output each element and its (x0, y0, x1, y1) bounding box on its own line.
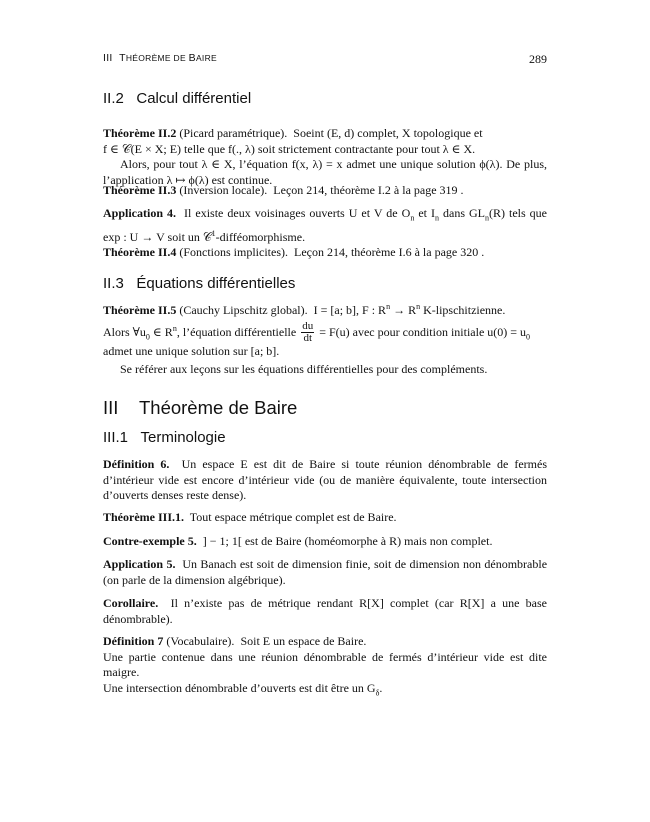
du-dt-fraction: $\frac{du}{dt}$ (302, 320, 314, 345)
theorem-ii2: Théorème II.2 (Picard paramétrique). Soeint (E, d) complet, X topologique et f ∈ 𝒞(E × X; E) telle que f(., λ) soit strictement contractante pour tout λ ∈ X. Alors, pour tout λ ∈ X, l’équation f(x, λ) = x admet une unique solution ϕ(λ). De plus, l’application λ ↦ ϕ(λ) est continue. (103, 126, 547, 187)
page-number: 289 (529, 52, 547, 66)
section-heading-iii: III Théorème de Baire (103, 397, 298, 418)
corollary: Corollaire. Il n’existe pas de métrique rendant R[X] complet (car R[X] a une base dénombrable). (103, 596, 548, 626)
application-5: Application 5. Un Banach est soit de dimension finie, soit de dimension non dénombrable (on parle de la dimension algébrique). (103, 557, 548, 587)
section-heading-ii2: II.2 Calcul différentiel (103, 90, 252, 107)
definition-7: Définition 7 (Vocabulaire). Soit E un espace de Baire. Une partie contenue dans une réunion dénombrable de fermés d’intérieur vide est dite maigre. Une intersection dénombrable d’ouverts est dit être un $G_\delta$. (103, 634, 547, 697)
header-title: III THÉORÈME DE BAIRE (103, 52, 217, 64)
definition-6: Définition 6. Un espace E est dit de Baire si toute réunion dénombrable de fermés d’intérieur vide est encore d’intérieur vide (ou de manière équivalente, toute intersection d’ouverts denses reste dense). (103, 457, 548, 502)
counterexample-5: Contre-exemple 5. ] − 1; 1[ est de Baire (homéomorphe à R) mais non complet. (103, 534, 493, 548)
theorem-iii1: Théorème III.1. Tout espace métrique complet est de Baire. (103, 510, 397, 524)
theorem-ii5: Théorème II.5 (Cauchy Lipschitz global). I = [a; b], F : $R^n \to R^n$ K-lipschitzienne. Alors $\forall u_0$ ∈ $R^n$, l’équation différentielle $\frac{du}{dt}$ = F(u) avec pour condition initiale $u(0) = u_0$ admet une unique solution sur [a; b]. (103, 302, 531, 359)
theorem-ii3: Théorème II.3 (Inversion locale). Leçon 214, théorème I.2 à la page 319 . (103, 183, 464, 197)
application-4: Application 4. Il existe deux voisinages ouverts U et V de $O_n$ et $I_n$ dans $GL_n(R)$ tels que exp : U → V soit un 𝒞$^1$-difféomorphisme. (103, 206, 548, 244)
see-also-note: Se référer aux leçons sur les équations différentielles pour des compléments. (120, 362, 488, 376)
section-heading-iii1: III.1 Terminologie (103, 429, 226, 446)
theorem-ii4: Théorème II.4 (Fonctions implicites). Leçon 214, théorème I.6 à la page 320 . (103, 245, 485, 259)
section-heading-ii3: II.3 Équations différentielles (103, 275, 296, 292)
